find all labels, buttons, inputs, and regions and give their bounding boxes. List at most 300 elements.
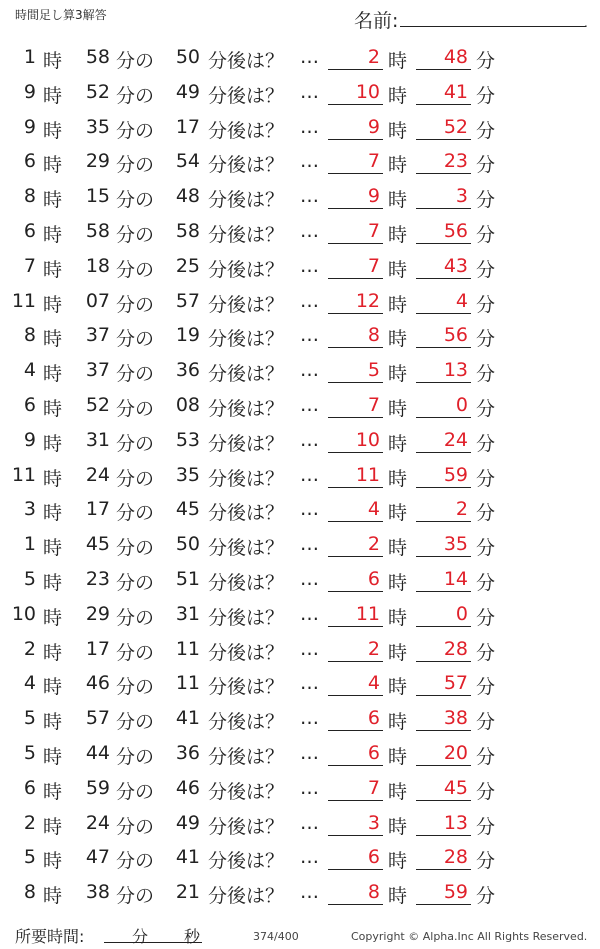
answer-minute-label: 分 <box>476 780 496 803</box>
problem-hour: 2 <box>23 811 36 834</box>
answer-hour-label: 時 <box>388 467 408 490</box>
worksheet-title: 時間足し算3解答 <box>15 8 107 22</box>
problem-hour: 9 <box>23 428 36 451</box>
answer-hour: 3 <box>367 811 380 834</box>
problem-hour: 1 <box>23 533 36 556</box>
answer-minute-line <box>416 278 471 279</box>
problem-row <box>0 283 600 318</box>
answer-minute-label: 分 <box>476 328 496 351</box>
answer-hour-label: 時 <box>388 537 408 560</box>
answer-hour: 11 <box>355 463 380 486</box>
later-label: 分後は？ <box>208 571 285 594</box>
problem-row <box>0 770 600 805</box>
problem-minute: 07 <box>85 289 110 312</box>
hour-label: 時 <box>43 850 63 873</box>
later-label: 分後は？ <box>208 84 285 107</box>
answer-hour-line <box>328 139 383 140</box>
problem-row <box>0 143 600 178</box>
added-minutes: 50 <box>175 46 200 68</box>
answer-hour-label: 時 <box>388 154 408 177</box>
later-label: 分後は？ <box>208 537 285 560</box>
later-label: 分後は？ <box>208 711 285 734</box>
added-minutes: 50 <box>175 533 200 556</box>
answer-minute-line <box>416 869 471 870</box>
answer-minute-line <box>416 800 471 801</box>
later-label: 分後は？ <box>208 745 285 768</box>
problem-minute: 35 <box>85 115 110 138</box>
answer-hour-line <box>328 69 383 70</box>
answer-hour-label: 時 <box>388 258 408 281</box>
minute-of-label: 分の <box>116 328 155 351</box>
answer-minute: 20 <box>443 741 468 764</box>
problem-hour: 6 <box>23 393 36 416</box>
added-minutes: 41 <box>175 846 200 869</box>
answer-minute: 59 <box>443 463 468 486</box>
problem-row <box>0 74 600 109</box>
answer-hour: 7 <box>367 776 380 799</box>
minute-of-label: 分の <box>116 745 155 768</box>
minute-of-label: 分の <box>116 780 155 803</box>
hour-label: 時 <box>43 780 63 803</box>
answer-hour-line <box>328 835 383 836</box>
answer-hour: 6 <box>367 741 380 764</box>
minute-of-label: 分の <box>116 606 155 629</box>
hour-label: 時 <box>43 50 63 72</box>
answer-minute-line <box>416 591 471 592</box>
ellipsis: … <box>300 707 319 730</box>
hour-label: 時 <box>43 815 63 838</box>
problem-row <box>0 735 600 770</box>
problem-row <box>0 457 600 492</box>
hour-label: 時 <box>43 606 63 629</box>
added-minutes: 46 <box>175 776 200 799</box>
minute-of-label: 分の <box>116 467 155 490</box>
ellipsis: … <box>300 324 319 347</box>
answer-minute-line <box>416 521 471 522</box>
answer-minute-line <box>416 904 471 905</box>
later-label: 分後は？ <box>208 467 285 490</box>
answer-hour: 5 <box>367 359 380 382</box>
answer-hour-line <box>328 661 383 662</box>
minute-of-label: 分の <box>116 537 155 560</box>
problem-minute: 24 <box>85 811 110 834</box>
answer-hour-line <box>328 382 383 383</box>
added-minutes: 17 <box>175 115 200 138</box>
answer-hour: 8 <box>367 324 380 347</box>
answer-hour-label: 時 <box>388 606 408 629</box>
problem-hour: 3 <box>23 498 36 521</box>
problem-minute: 58 <box>85 46 110 68</box>
problem-row <box>0 109 600 144</box>
added-minutes: 11 <box>175 672 200 695</box>
added-minutes: 54 <box>175 150 200 173</box>
problem-row <box>0 178 600 213</box>
answer-minute: 56 <box>443 219 468 242</box>
answer-hour-line <box>328 313 383 314</box>
answer-minute-label: 分 <box>476 258 496 281</box>
answer-hour-label: 時 <box>388 850 408 873</box>
answer-hour-line <box>328 869 383 870</box>
answer-hour: 6 <box>367 707 380 730</box>
answer-minute-label: 分 <box>476 467 496 490</box>
later-label: 分後は？ <box>208 363 285 386</box>
copyright: Copyright © Alpha.Inc All Rights Reserved. <box>351 930 588 943</box>
problem-minute: 15 <box>85 185 110 208</box>
hour-label: 時 <box>43 502 63 525</box>
later-label: 分後は？ <box>208 50 285 72</box>
minute-of-label: 分の <box>116 50 155 72</box>
ellipsis: … <box>300 150 319 173</box>
hour-label: 時 <box>43 223 63 246</box>
answer-minute-label: 分 <box>476 571 496 594</box>
problem-hour: 6 <box>23 776 36 799</box>
answer-minute: 41 <box>443 80 468 103</box>
answer-hour-label: 時 <box>388 397 408 420</box>
ellipsis: … <box>300 185 319 208</box>
answer-minute-line <box>416 139 471 140</box>
ellipsis: … <box>300 428 319 451</box>
answer-hour: 7 <box>367 219 380 242</box>
problem-hour: 5 <box>23 741 36 764</box>
answer-hour-line <box>328 487 383 488</box>
hour-label: 時 <box>43 119 63 142</box>
problem-row <box>0 874 600 909</box>
minute-of-label: 分の <box>116 223 155 246</box>
problem-minute: 44 <box>85 741 110 764</box>
added-minutes: 57 <box>175 289 200 312</box>
later-label: 分後は？ <box>208 850 285 873</box>
problem-hour: 8 <box>23 881 36 904</box>
answer-hour-label: 時 <box>388 293 408 316</box>
ellipsis: … <box>300 602 319 625</box>
answer-hour: 9 <box>367 115 380 138</box>
added-minutes: 51 <box>175 567 200 590</box>
added-minutes: 45 <box>175 498 200 521</box>
problem-hour: 5 <box>23 567 36 590</box>
problem-row <box>0 352 600 387</box>
added-minutes: 25 <box>175 254 200 277</box>
problem-minute: 38 <box>85 881 110 904</box>
ellipsis: … <box>300 115 319 138</box>
answer-minute: 24 <box>443 428 468 451</box>
answer-minute-line <box>416 695 471 696</box>
problem-minute: 46 <box>85 672 110 695</box>
answer-hour-line <box>328 730 383 731</box>
answer-minute: 56 <box>443 324 468 347</box>
later-label: 分後は？ <box>208 780 285 803</box>
answer-minute: 14 <box>443 567 468 590</box>
problem-row <box>0 248 600 283</box>
answer-hour: 2 <box>367 533 380 556</box>
problem-minute: 31 <box>85 428 110 451</box>
answer-minute-label: 分 <box>476 885 496 908</box>
problem-list <box>0 39 600 909</box>
minute-of-label: 分の <box>116 154 155 177</box>
answer-minute-line <box>416 835 471 836</box>
added-minutes: 36 <box>175 741 200 764</box>
answer-minute-label: 分 <box>476 363 496 386</box>
answer-minute: 0 <box>455 602 468 625</box>
answer-hour-line <box>328 800 383 801</box>
problem-minute: 37 <box>85 359 110 382</box>
minute-of-label: 分の <box>116 676 155 699</box>
answer-minute-line <box>416 556 471 557</box>
answer-hour-line <box>328 104 383 105</box>
answer-hour: 9 <box>367 185 380 208</box>
added-minutes: 49 <box>175 80 200 103</box>
problem-minute: 37 <box>85 324 110 347</box>
later-label: 分後は？ <box>208 258 285 281</box>
answer-minute: 28 <box>443 637 468 660</box>
answer-minute-label: 分 <box>476 850 496 873</box>
answer-minute: 28 <box>443 846 468 869</box>
seconds-label: 秒 <box>184 927 201 946</box>
problem-hour: 9 <box>23 115 36 138</box>
answer-minute: 0 <box>455 393 468 416</box>
hour-label: 時 <box>43 745 63 768</box>
problem-hour: 8 <box>23 324 36 347</box>
answer-hour-label: 時 <box>388 711 408 734</box>
problem-row <box>0 665 600 700</box>
answer-hour-label: 時 <box>388 119 408 142</box>
answer-minute-label: 分 <box>476 745 496 768</box>
answer-minute-line <box>416 417 471 418</box>
answer-minute-label: 分 <box>476 154 496 177</box>
answer-minute-label: 分 <box>476 397 496 420</box>
answer-hour-line <box>328 904 383 905</box>
answer-minute: 4 <box>455 289 468 312</box>
problem-row <box>0 422 600 457</box>
answer-hour-line <box>328 278 383 279</box>
problem-minute: 58 <box>85 219 110 242</box>
later-label: 分後は？ <box>208 189 285 212</box>
problem-minute: 52 <box>85 80 110 103</box>
problem-row <box>0 596 600 631</box>
problem-hour: 10 <box>11 602 36 625</box>
added-minutes: 53 <box>175 428 200 451</box>
ellipsis: … <box>300 811 319 834</box>
answer-minute-line <box>416 487 471 488</box>
answer-minute-line <box>416 661 471 662</box>
problem-minute: 59 <box>85 776 110 799</box>
problem-hour: 6 <box>23 150 36 173</box>
minutes-label: 分 <box>132 927 149 946</box>
added-minutes: 58 <box>175 219 200 242</box>
ellipsis: … <box>300 567 319 590</box>
ellipsis: … <box>300 46 319 68</box>
ellipsis: … <box>300 533 319 556</box>
minute-of-label: 分の <box>116 363 155 386</box>
answer-hour-line <box>328 208 383 209</box>
answer-minute-label: 分 <box>476 537 496 560</box>
answer-minute-line <box>416 243 471 244</box>
answer-hour-label: 時 <box>388 571 408 594</box>
problem-hour: 2 <box>23 637 36 660</box>
added-minutes: 41 <box>175 707 200 730</box>
answer-minute-label: 分 <box>476 293 496 316</box>
minute-of-label: 分の <box>116 711 155 734</box>
problem-minute: 17 <box>85 498 110 521</box>
answer-minute-line <box>416 626 471 627</box>
hour-label: 時 <box>43 397 63 420</box>
later-label: 分後は？ <box>208 432 285 455</box>
problem-hour: 5 <box>23 846 36 869</box>
answer-minute-line <box>416 173 471 174</box>
later-label: 分後は？ <box>208 641 285 664</box>
hour-label: 時 <box>43 641 63 664</box>
problem-hour: 4 <box>23 672 36 695</box>
problem-hour: 1 <box>23 46 36 68</box>
answer-minute: 35 <box>443 533 468 556</box>
answer-hour: 6 <box>367 567 380 590</box>
answer-hour-label: 時 <box>388 815 408 838</box>
hour-label: 時 <box>43 432 63 455</box>
answer-hour-line <box>328 347 383 348</box>
answer-hour-line <box>328 417 383 418</box>
answer-hour-label: 時 <box>388 641 408 664</box>
minute-of-label: 分の <box>116 397 155 420</box>
answer-hour: 11 <box>355 602 380 625</box>
later-label: 分後は？ <box>208 885 285 908</box>
answer-minute-label: 分 <box>476 223 496 246</box>
minute-of-label: 分の <box>116 571 155 594</box>
later-label: 分後は？ <box>208 119 285 142</box>
answer-minute: 52 <box>443 115 468 138</box>
ellipsis: … <box>300 289 319 312</box>
answer-minute-label: 分 <box>476 502 496 525</box>
added-minutes: 31 <box>175 602 200 625</box>
answer-minute: 13 <box>443 359 468 382</box>
answer-minute-line <box>416 208 471 209</box>
problem-row <box>0 561 600 596</box>
added-minutes: 19 <box>175 324 200 347</box>
answer-minute-label: 分 <box>476 189 496 212</box>
ellipsis: … <box>300 881 319 904</box>
problem-row <box>0 526 600 561</box>
hour-label: 時 <box>43 293 63 316</box>
answer-hour: 10 <box>355 80 380 103</box>
answer-hour-line <box>328 591 383 592</box>
answer-hour: 8 <box>367 881 380 904</box>
problem-row <box>0 39 600 74</box>
later-label: 分後は？ <box>208 154 285 177</box>
hour-label: 時 <box>43 467 63 490</box>
later-label: 分後は？ <box>208 676 285 699</box>
minute-of-label: 分の <box>116 815 155 838</box>
later-label: 分後は？ <box>208 293 285 316</box>
hour-label: 時 <box>43 84 63 107</box>
problem-row <box>0 839 600 874</box>
minute-of-label: 分の <box>116 258 155 281</box>
problem-row <box>0 213 600 248</box>
answer-hour-line <box>328 626 383 627</box>
answer-hour-label: 時 <box>388 502 408 525</box>
added-minutes: 21 <box>175 881 200 904</box>
answer-hour-label: 時 <box>388 432 408 455</box>
problem-minute: 45 <box>85 533 110 556</box>
problem-row <box>0 805 600 840</box>
answer-minute-label: 分 <box>476 606 496 629</box>
hour-label: 時 <box>43 189 63 212</box>
answer-hour-label: 時 <box>388 745 408 768</box>
answer-hour: 6 <box>367 846 380 869</box>
answer-minute-line <box>416 347 471 348</box>
answer-hour-line <box>328 173 383 174</box>
later-label: 分後は？ <box>208 606 285 629</box>
answer-minute-line <box>416 765 471 766</box>
answer-hour-label: 時 <box>388 223 408 246</box>
answer-hour-label: 時 <box>388 328 408 351</box>
later-label: 分後は？ <box>208 815 285 838</box>
answer-hour: 7 <box>367 393 380 416</box>
answer-minute-line <box>416 452 471 453</box>
answer-minute: 38 <box>443 707 468 730</box>
answer-minute-label: 分 <box>476 84 496 107</box>
time-required-label: 所要時間: <box>15 927 85 946</box>
minute-of-label: 分の <box>116 84 155 107</box>
answer-hour-label: 時 <box>388 780 408 803</box>
minute-of-label: 分の <box>116 119 155 142</box>
ellipsis: … <box>300 393 319 416</box>
hour-label: 時 <box>43 711 63 734</box>
hour-label: 時 <box>43 885 63 908</box>
added-minutes: 36 <box>175 359 200 382</box>
answer-hour-line <box>328 243 383 244</box>
problem-minute: 17 <box>85 637 110 660</box>
answer-hour-line <box>328 452 383 453</box>
answer-minute: 45 <box>443 776 468 799</box>
answer-hour-line <box>328 556 383 557</box>
answer-minute: 13 <box>443 811 468 834</box>
minute-of-label: 分の <box>116 850 155 873</box>
answer-hour: 7 <box>367 254 380 277</box>
ellipsis: … <box>300 359 319 382</box>
minute-of-label: 分の <box>116 885 155 908</box>
problem-minute: 23 <box>85 567 110 590</box>
answer-minute-label: 分 <box>476 641 496 664</box>
problem-hour: 9 <box>23 80 36 103</box>
answer-hour-line <box>328 695 383 696</box>
answer-minute-line <box>416 104 471 105</box>
hour-label: 時 <box>43 258 63 281</box>
problem-minute: 47 <box>85 846 110 869</box>
answer-hour-label: 時 <box>388 189 408 212</box>
problem-hour: 11 <box>11 289 36 312</box>
ellipsis: … <box>300 672 319 695</box>
added-minutes: 11 <box>175 637 200 660</box>
answer-minute-line <box>416 69 471 70</box>
name-line <box>400 26 586 27</box>
ellipsis: … <box>300 80 319 103</box>
name-line-dot: . <box>584 16 588 30</box>
problem-minute: 29 <box>85 150 110 173</box>
answer-minute-label: 分 <box>476 119 496 142</box>
minute-of-label: 分の <box>116 293 155 316</box>
hour-label: 時 <box>43 571 63 594</box>
ellipsis: … <box>300 254 319 277</box>
added-minutes: 48 <box>175 185 200 208</box>
answer-hour: 4 <box>367 498 380 521</box>
hour-label: 時 <box>43 537 63 560</box>
problem-hour: 5 <box>23 707 36 730</box>
later-label: 分後は？ <box>208 502 285 525</box>
minute-of-label: 分の <box>116 189 155 212</box>
later-label: 分後は？ <box>208 223 285 246</box>
answer-hour-label: 時 <box>388 363 408 386</box>
ellipsis: … <box>300 776 319 799</box>
problem-row <box>0 317 600 352</box>
answer-minute: 3 <box>455 185 468 208</box>
